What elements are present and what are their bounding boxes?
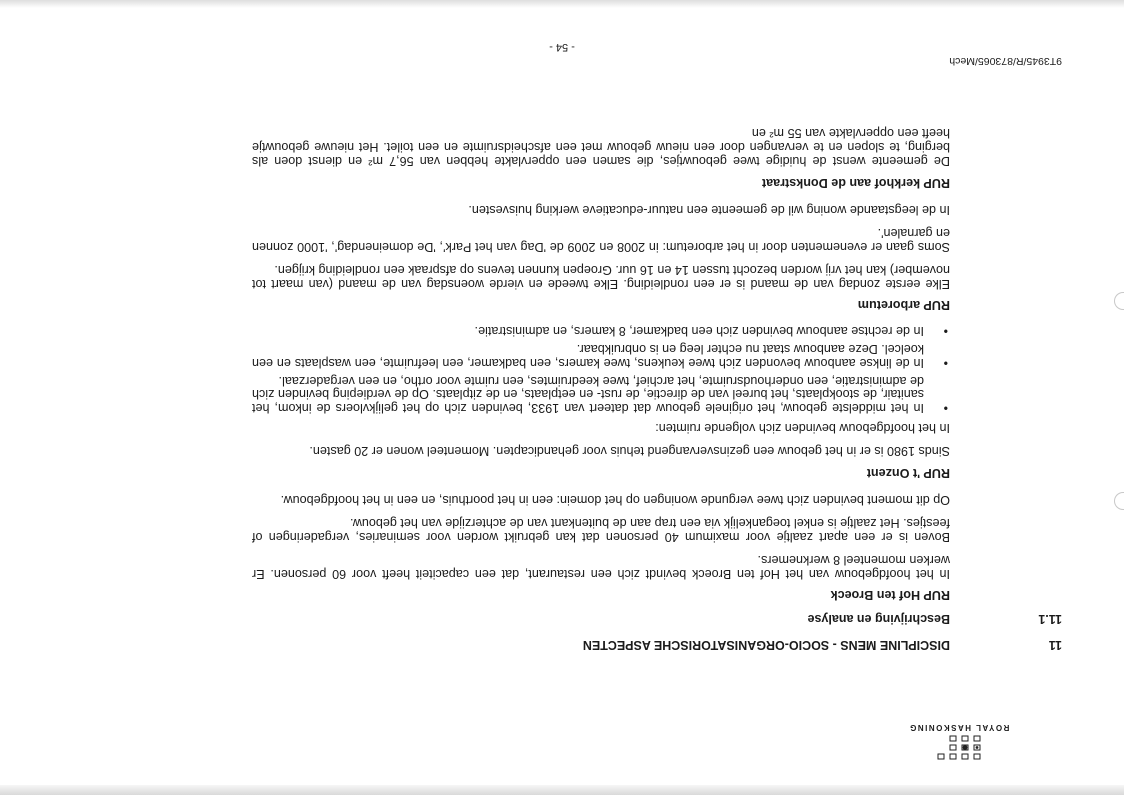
section-body bbox=[252, 125, 950, 601]
paragraph: Boven is er een apart zaaltje voor maximum 40 personen dat kan gebruikt worden voor seminaries, vergaderingen of feestjes. Het zaaltje is enkel toegankelijk via een trap aan de buitenkant van de achterzijde van het gebouw. bbox=[252, 516, 950, 545]
list-item: • In het middelste gebouw, het originele gebouw dat dateert van 1933, bevinden zich op het gelijkvloers de inkom, het sanitair, de stookplaats, het bureel van de directie, de rust- en eetplaats, en de zitplaats. Op de verdieping bevinden zich de administratie, een onderhoudsruimte, het archief, twee keedruimtes, een ruimte voor ortho, en een vergaderzaal. bbox=[252, 373, 950, 414]
chapter-title: DISCIPLINE MENS - SOCIO-ORGANISATORISCHE ASPECTEN bbox=[582, 638, 950, 652]
page-number: - 54 - bbox=[549, 41, 575, 53]
scan-shadow-bottom bbox=[0, 0, 1124, 8]
punch-hole bbox=[1114, 492, 1124, 510]
scan-shadow-top bbox=[0, 785, 1124, 795]
paragraph: In het hoofdgebouw van het Hof ten Broeck bevindt zich een restaurant, dat een capaciteit heeft voor 60 personen. Er werken momenteel 8 werknemers. bbox=[252, 552, 950, 581]
logo-text: ROYAL HASKONING bbox=[908, 723, 1010, 732]
chapter-number: 11 bbox=[1048, 638, 1062, 652]
subheading-arboretum: RUP arboretum bbox=[857, 298, 950, 313]
section-number: 11.1 bbox=[1038, 612, 1062, 627]
list-item: • In de rechtse aanbouw bevinden zich een badkamer, 8 kamers, en administratie. bbox=[252, 323, 950, 337]
list-item: • In de linkse aanbouw bevonden zich twee keukens, twee kamers, een badkamer, een leefruimte, een wasplaats en een koelcel. Deze aanbouw staat nu echter leeg en is onbruikbaar. bbox=[252, 341, 950, 369]
paragraph: De gemeente wenst de huidige twee gebouwtjes, die samen een oppervlakte hebben van 56,7 m² en dienst doen als berging, te slopen en te vervangen door een nieuw gebouw met een afscheidsruimte en een toilet. Het nieuwe gebouwtje heeft een oppervlakte van 55 m² en bbox=[252, 126, 950, 168]
logo-grid-icon bbox=[936, 734, 982, 760]
section-title: Beschrijving en analyse bbox=[807, 612, 950, 627]
paragraph: In het hoofdgebouw bevinden zich volgende ruimten: bbox=[655, 421, 950, 436]
document-body bbox=[62, 116, 1062, 651]
chapter-heading bbox=[62, 637, 1062, 651]
company-logo bbox=[884, 720, 1034, 760]
subheading-onzent: RUP 't Onzent bbox=[866, 465, 950, 480]
subheading-hof: RUP Hof ten Broeck bbox=[830, 588, 950, 603]
subheading-kerkhof: RUP kerkhof aan de Donkstraat bbox=[761, 175, 950, 190]
bullet-list bbox=[252, 323, 950, 414]
document-reference: 9T3945/R/873065/Mech bbox=[949, 55, 1062, 67]
paragraph: Op dit moment bevinden zich twee vergunde woningen op het domein: een in het poorthuis, en een in het hoofdgebouw. bbox=[280, 493, 950, 508]
punch-hole bbox=[1114, 292, 1124, 310]
paragraph: Elke eerste zondag van de maand is er een rondleiding. Elke tweede en vierde woensdag van de maand (van maart tot november) kan het vrij worden bezocht tussen 14 en 16 uur. Groepen kunnen tevens op afspraak een rondleiding krijgen. bbox=[252, 262, 950, 291]
section-heading bbox=[62, 611, 1062, 625]
paragraph: Soms gaan er evenementen door in het arboretum: in 2008 en 2009 de 'Dag van het Park', 'De domeinendag', '1000 zonnen en garnalen'. bbox=[252, 226, 950, 255]
paragraph: Sinds 1980 is er in het gebouw een gezinsvervangend tehuis voor gehandicapten. Momenteel wonen er 20 gasten. bbox=[309, 443, 950, 458]
paragraph: In de leegstaande woning wil de gemeente een natuur-educatieve werking huisvesten. bbox=[468, 203, 950, 218]
